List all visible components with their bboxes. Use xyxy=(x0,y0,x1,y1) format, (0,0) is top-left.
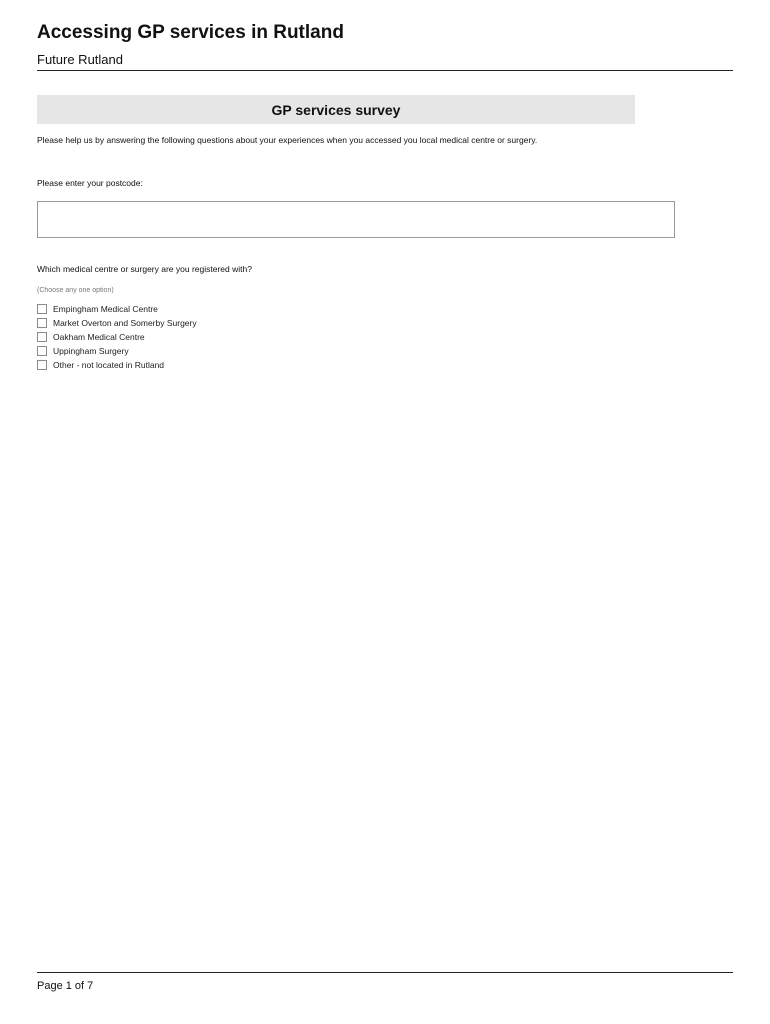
header-divider xyxy=(37,70,733,71)
choose-one-hint: (Choose any one option) xyxy=(37,287,114,294)
medical-centre-options xyxy=(37,302,197,372)
option-label: Other - not located in Rutland xyxy=(53,360,165,370)
postcode-input[interactable] xyxy=(37,201,675,238)
medical-centre-question-label: Which medical centre or surgery are you registered with? xyxy=(37,264,252,274)
option-other-not-in-rutland[interactable] xyxy=(37,358,197,372)
option-label: Uppingham Surgery xyxy=(53,346,129,356)
option-checkbox[interactable] xyxy=(37,318,47,328)
option-checkbox[interactable] xyxy=(37,346,47,356)
option-market-overton-and-somerby-surgery[interactable] xyxy=(37,316,197,330)
option-label: Oakham Medical Centre xyxy=(53,332,145,342)
page-number: Page 1 of 7 xyxy=(37,980,94,992)
survey-intro-text: Please help us by answering the following questions about your experiences when you accessed you local medical centre or surgery. xyxy=(37,135,538,145)
survey-title: GP services survey xyxy=(271,101,401,118)
option-checkbox[interactable] xyxy=(37,360,47,370)
option-empingham-medical-centre[interactable] xyxy=(37,302,197,316)
option-uppingham-surgery[interactable] xyxy=(37,344,197,358)
document-subtitle: Future Rutland xyxy=(37,52,123,67)
survey-title-banner xyxy=(37,95,635,124)
option-checkbox[interactable] xyxy=(37,304,47,314)
option-checkbox[interactable] xyxy=(37,332,47,342)
option-oakham-medical-centre[interactable] xyxy=(37,330,197,344)
option-label: Empingham Medical Centre xyxy=(53,304,158,314)
footer-divider xyxy=(37,972,733,973)
postcode-question-label: Please enter your postcode: xyxy=(37,178,143,188)
option-label: Market Overton and Somerby Surgery xyxy=(53,318,197,328)
document-title: Accessing GP services in Rutland xyxy=(37,22,344,43)
